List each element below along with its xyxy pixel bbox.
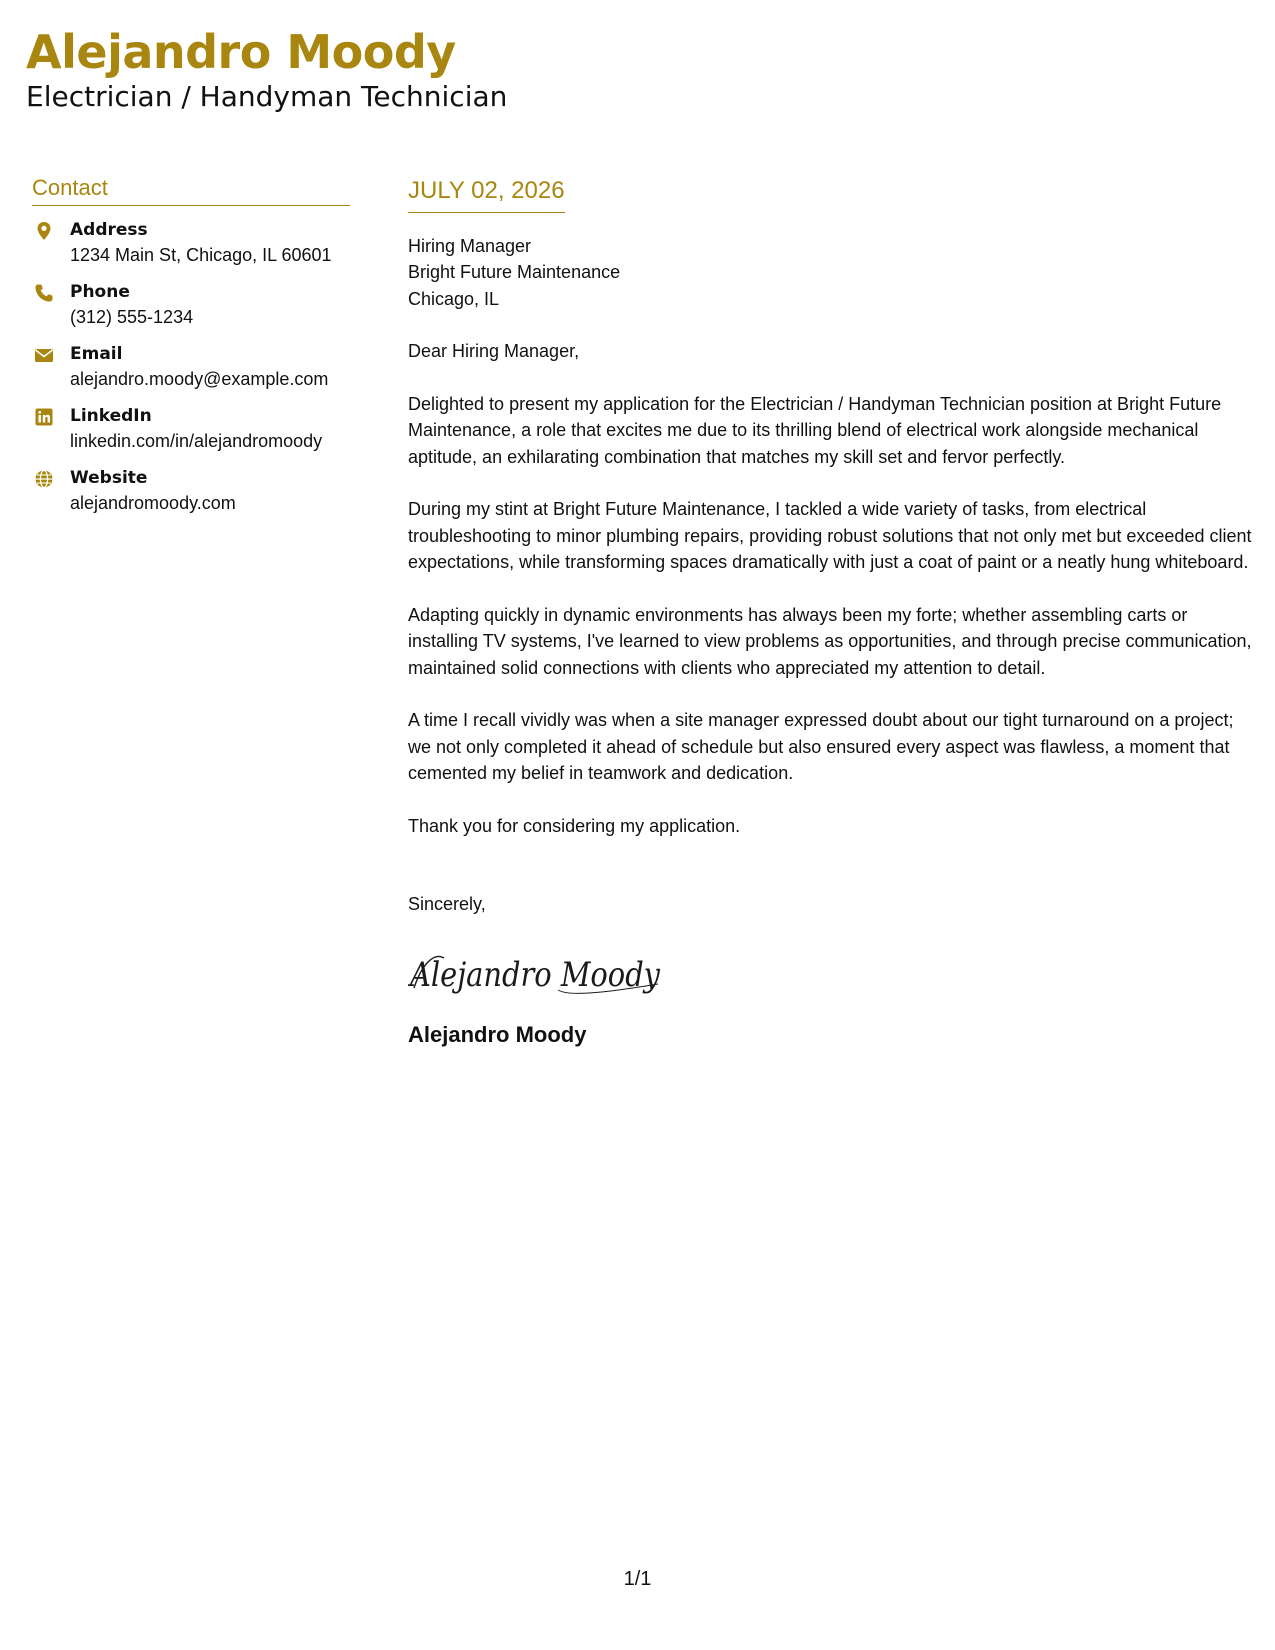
body-paragraph: During my stint at Bright Future Maintenance, I tackled a wide variety of tasks, from electrical troubleshooting to minor plumbing repairs, providing robust solutions that not only met but exceeded client expectations, while transforming spaces dramatically with just a coat of paint or a neatly hung whiteboard. <box>408 499 1252 572</box>
svg-text:Alejandro Moody: Alejandro Moody <box>408 954 661 995</box>
body-paragraph: Delighted to present my application for the Electrician / Handyman Technician position at Bright Future Maintenance, a role that excites me due to its thrilling blend of electrical work alongside mechanical aptitude, an exhilarating combination that matches my skill set and fervor perfectly. <box>408 393 1222 467</box>
contact-label: Phone <box>70 282 130 302</box>
page-number: 1/1 <box>623 1568 652 1590</box>
envelope-icon <box>34 345 54 365</box>
closing: Sincerely, <box>408 894 486 914</box>
contact-sidebar <box>32 175 350 516</box>
greeting: Dear Hiring Manager, <box>408 341 580 361</box>
contact-item-website <box>32 466 350 516</box>
contact-value: 1234 Main St, Chicago, IL 60601 <box>70 245 332 265</box>
linkedin-icon <box>34 407 54 427</box>
contact-item-email <box>32 342 350 392</box>
signer-name: Alejandro Moody <box>408 1021 587 1047</box>
contact-value: (312) 555-1234 <box>70 307 194 327</box>
recipient-block <box>408 233 1253 313</box>
letter-header <box>26 22 507 114</box>
body-paragraph: A time I recall vividly was when a site manager expressed doubt about our tight turnaround on a project; we not only completed it ahead of schedule but also ensured every aspect was flawless, a moment that cemented my belief in teamwork and dedication. <box>408 710 1234 783</box>
globe-icon <box>34 469 54 489</box>
contact-label: Email <box>70 344 123 364</box>
contact-section-title: Contact <box>32 175 350 206</box>
recipient-line: Chicago, IL <box>408 288 500 309</box>
body-paragraph: Adapting quickly in dynamic environments has always been my forte; whether assembling carts or installing TV systems, I've learned to view problems as opportunities, and through precise communication, maintained solid connections with clients who appreciated my attention to detail. <box>408 604 1252 678</box>
recipient-line: Bright Future Maintenance <box>408 262 621 282</box>
signature-image <box>408 944 688 1002</box>
letter-body <box>408 178 1253 1048</box>
applicant-title: Electrician / Handyman Technician <box>26 80 508 113</box>
contact-item-address <box>32 218 350 268</box>
body-paragraph: Thank you for considering my application. <box>408 815 741 836</box>
contact-item-linkedin <box>32 404 350 454</box>
phone-icon <box>34 283 54 303</box>
signature-drawing <box>408 944 688 1002</box>
contact-value: alejandro.moody@example.com <box>70 369 329 389</box>
map-pin-icon <box>34 221 54 241</box>
contact-label: LinkedIn <box>70 406 152 426</box>
contact-value: alejandromoody.com <box>70 493 236 513</box>
contact-item-phone <box>32 280 350 330</box>
applicant-name: Alejandro Moody <box>26 25 456 79</box>
contact-label: Address <box>70 220 148 240</box>
recipient-line: Hiring Manager <box>408 235 532 256</box>
letter-date: JULY 02, 2026 <box>408 178 565 213</box>
contact-value: linkedin.com/in/alejandromoody <box>70 431 323 451</box>
contact-label: Website <box>70 468 148 488</box>
